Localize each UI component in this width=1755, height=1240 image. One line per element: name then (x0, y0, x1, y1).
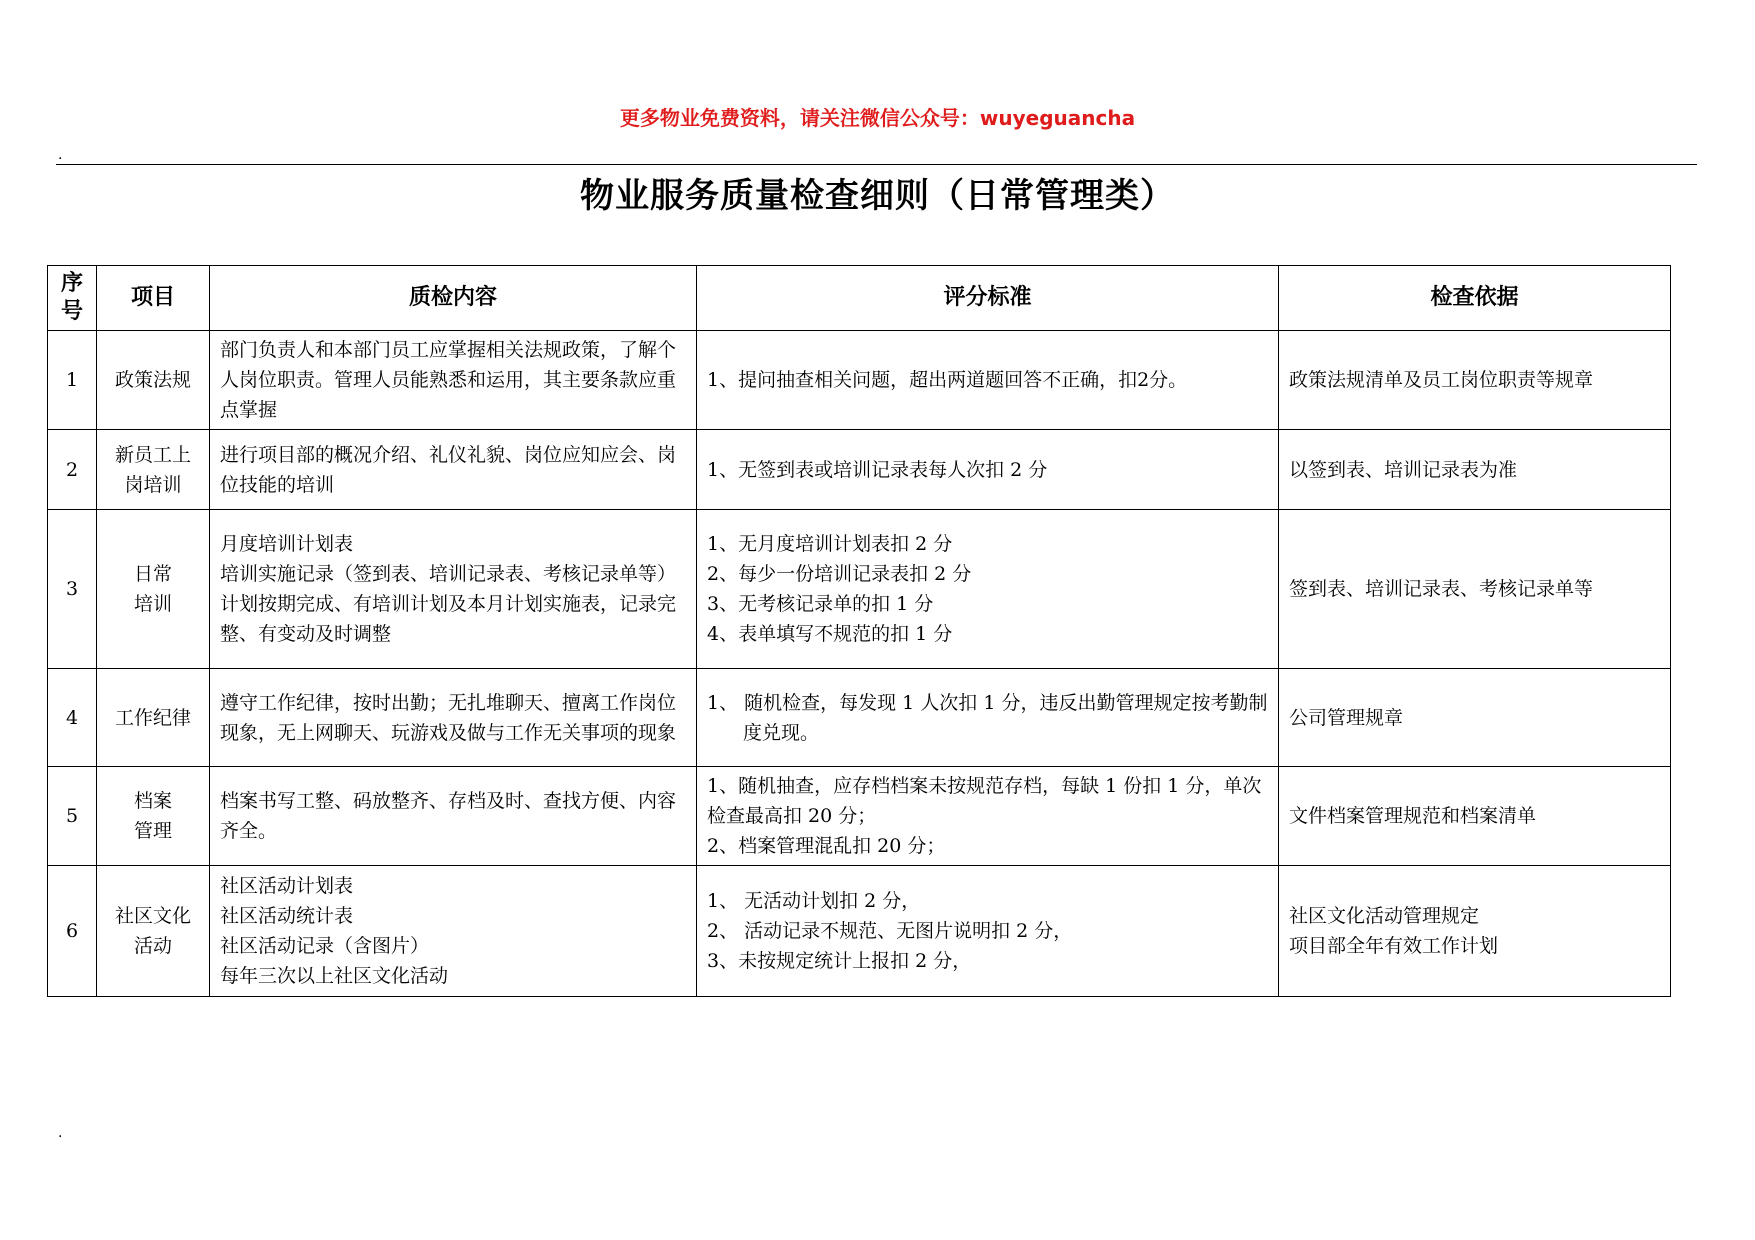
item-cell (97, 331, 210, 430)
basis-cell (1279, 510, 1671, 669)
item-cell (97, 430, 210, 510)
header-rule (56, 164, 1697, 165)
content-line: 月度培训计划表 (220, 533, 354, 555)
item-line: 管理 (133, 820, 172, 842)
content-line: 社区活动统计表 (220, 905, 354, 927)
header-basis: 检查依据 (1279, 266, 1671, 331)
item-line: 新员工上岗培训 (114, 443, 191, 496)
content-line: 社区活动计划表 (220, 875, 354, 897)
row-number: 3 (48, 510, 97, 669)
item-cell (97, 510, 210, 669)
standard-line: 2、档案管理混乱扣 20 分； (707, 835, 946, 857)
row-number: 6 (48, 866, 97, 997)
header-item: 项目 (97, 266, 210, 331)
standard-line: 1、 无活动计划扣 2 分， (707, 890, 921, 912)
table-row (48, 430, 1671, 510)
content-line: 遵守工作纪律，按时出勤；无扎堆聊天、擅离工作岗位现象，无上网聊天、玩游戏及做与工作无关事项的现象 (220, 691, 677, 744)
basis-line: 项目部全年有效工作计划 (1289, 935, 1499, 957)
header-standard: 评分标准 (697, 266, 1279, 331)
document-title: 物业服务质量检查细则（日常管理类） (580, 176, 1175, 216)
row-number: 4 (48, 669, 97, 767)
standard-cell (697, 669, 1279, 767)
content-line: 社区活动记录（含图片） (220, 935, 430, 957)
standard-cell (697, 866, 1279, 997)
item-line: 培训 (133, 593, 172, 615)
item-line: 日常 (133, 563, 172, 585)
item-line: 政策法规 (114, 369, 191, 391)
row-number: 5 (48, 767, 97, 866)
content-line: 部门负责人和本部门员工应掌握相关法规政策，了解个人岗位职责。管理人员能熟悉和运用，其主要条款应重点掌握 (220, 339, 677, 421)
table-header-row (48, 266, 1671, 331)
header-dot-mark: . (58, 147, 63, 163)
item-cell (97, 767, 210, 866)
standard-line: 2、 活动记录不规范、无图片说明扣 2 分， (707, 920, 1073, 942)
basis-line: 社区文化活动管理规定 (1289, 905, 1480, 927)
header-content: 质检内容 (210, 266, 697, 331)
table-row (48, 866, 1671, 997)
standard-line: 1、无签到表或培训记录表每人次扣 2 分 (707, 458, 1048, 481)
row-number: 2 (48, 430, 97, 510)
header-no: 序号 (48, 266, 97, 331)
standard-line: 1、提问抽查相关问题，超出两道题回答不正确，扣2分。 (707, 369, 1188, 391)
standard-line: 4、表单填写不规范的扣 1 分 (707, 623, 953, 645)
basis-line: 以签到表、培训记录表为准 (1289, 458, 1518, 481)
standard-cell (697, 767, 1279, 866)
content-cell (210, 331, 697, 430)
table-row (48, 669, 1671, 767)
item-cell (97, 669, 210, 767)
content-cell (210, 510, 697, 669)
basis-cell (1279, 331, 1671, 430)
promo-banner: 更多物业免费资料，请关注微信公众号：wuyeguancha (619, 106, 1136, 130)
content-line: 培训实施记录（签到表、培训记录表、考核记录单等） (220, 563, 677, 585)
table-row (48, 510, 1671, 669)
content-line: 进行项目部的概况介绍、礼仪礼貌、岗位应知应会、岗位技能的培训 (220, 443, 677, 496)
table-body (48, 331, 1671, 997)
basis-cell (1279, 430, 1671, 510)
standard-cell (697, 430, 1279, 510)
content-line: 每年三次以上社区文化活动 (220, 965, 449, 987)
content-cell (210, 866, 697, 997)
table-row (48, 767, 1671, 866)
content-cell (210, 430, 697, 510)
table-row (48, 331, 1671, 430)
standard-cell (697, 510, 1279, 669)
item-cell (97, 866, 210, 997)
content-cell (210, 767, 697, 866)
basis-cell (1279, 866, 1671, 997)
standard-cell (697, 331, 1279, 430)
content-cell (210, 669, 697, 767)
item-line: 档案 (133, 790, 172, 812)
standard-line: 1、无月度培训计划表扣 2 分 (707, 533, 953, 555)
standard-line: 2、每少一份培训记录表扣 2 分 (707, 563, 972, 585)
standard-line: 3、未按规定统计上报扣 2 分， (707, 950, 972, 972)
item-line: 社区文化活动 (114, 905, 191, 957)
basis-cell (1279, 767, 1671, 866)
standard-line: 1、 随机检查，每发现 1 人次扣 1 分，违反出勤管理规定按考勤制度兑现。 (707, 691, 1268, 744)
item-line: 工作纪律 (114, 706, 191, 729)
basis-line: 签到表、培训记录表、考核记录单等 (1289, 578, 1594, 600)
content-line: 档案书写工整、码放整齐、存档及时、查找方便、内容齐全。 (220, 790, 677, 842)
basis-cell (1279, 669, 1671, 767)
standard-line: 1、随机抽查，应存档档案未按规范存档，每缺 1 份扣 1 分，单次检查最高扣 20 分； (707, 775, 1262, 827)
inspection-table (47, 265, 1671, 997)
content-line: 计划按期完成、有培训计划及本月计划实施表，记录完整、有变动及时调整 (220, 593, 677, 645)
basis-line: 文件档案管理规范和档案清单 (1289, 805, 1537, 827)
standard-line: 3、无考核记录单的扣 1 分 (707, 593, 934, 615)
row-number: 1 (48, 331, 97, 430)
basis-line: 公司管理规章 (1289, 706, 1404, 729)
basis-line: 政策法规清单及员工岗位职责等规章 (1289, 369, 1594, 391)
footer-dot-mark: . (58, 1125, 63, 1141)
